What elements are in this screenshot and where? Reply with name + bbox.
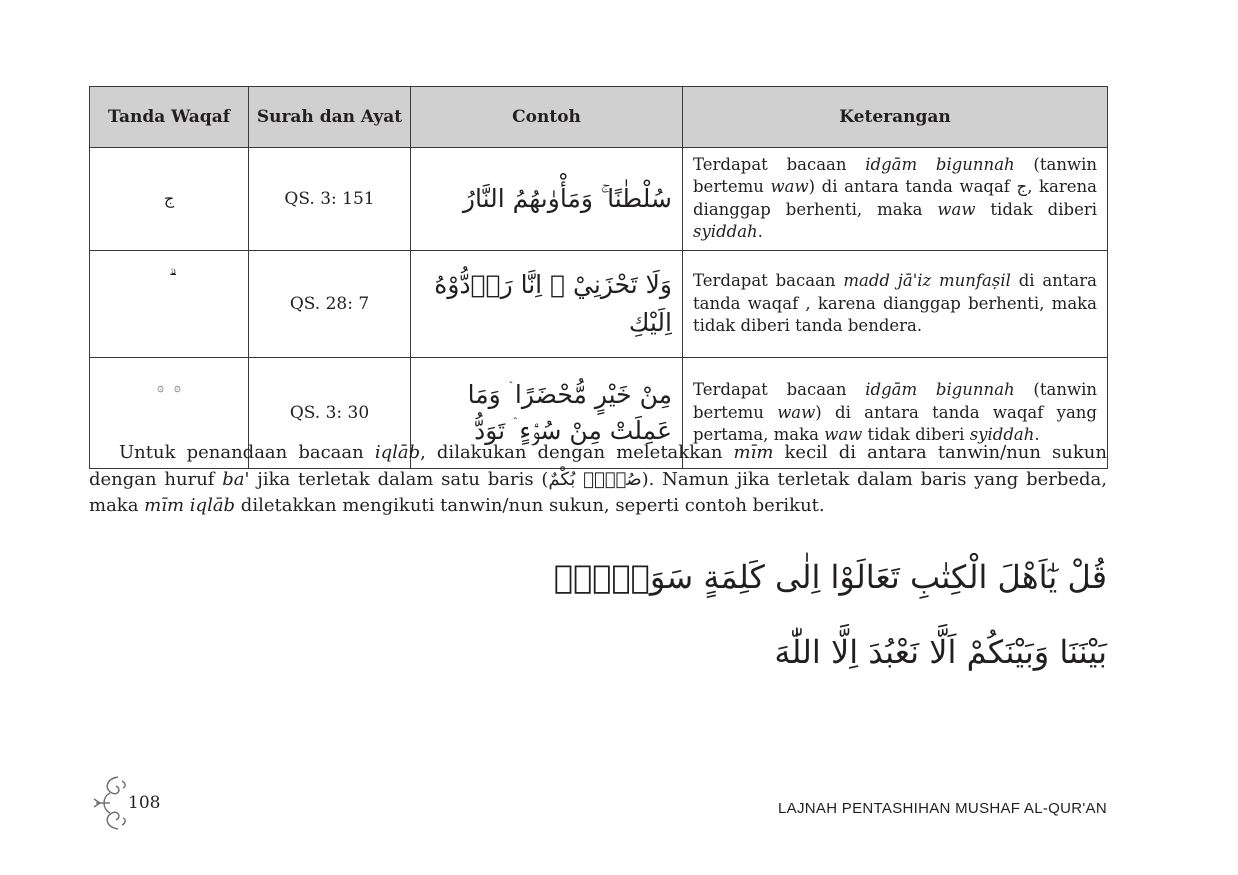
ornament-icon — [88, 773, 130, 833]
iqlab-paragraph: Untuk penandaan bacaan iqlāb, dilakukan dengan meletakkan mīm kecil di antara tanwin/nun sukun dengan huruf ba' jika terletak dalam satu baris (صُمٌّۢ بُكْمٌ). Namun jika terletak dalam baris yang berbeda, maka mīm iqlāb diletakkan mengikuti tanwin/nun sukun, seperti contoh berikut. — [89, 442, 1107, 517]
note-cell: Terdapat bacaan idgām bigunnah (tanwin bertemu waw) di antara tanda waqaf yang pertama, maka waw tidak diberi syiddah. — [683, 357, 1108, 468]
header-tanda-waqaf: Tanda Waqaf — [90, 87, 249, 148]
arabic-example: وَلَا تَحْزَنِيْ ۚ اِنَّا رَاۤدُّوْهُ اِلَيْكِ — [411, 250, 683, 357]
surah-ref: QS. 28: 7 — [249, 250, 411, 357]
surah-ref: QS. 3: 151 — [249, 148, 411, 251]
header-keterangan: Keterangan — [683, 87, 1108, 148]
header-surah-ayat: Surah dan Ayat — [249, 87, 411, 148]
header-contoh: Contoh — [411, 87, 683, 148]
page-number: 108 — [128, 793, 161, 813]
note-cell: Terdapat bacaan madd jā'iz munfaṣil di antara tanda waqaf , karena dianggap berhenti, maka tidak diberi tanda bendera. — [683, 250, 1108, 357]
arabic-example: سُلْطٰنًا ۚ وَمَأْوٰىهُمُ النَّارُ — [411, 148, 683, 251]
table-header-row — [90, 87, 1108, 148]
note-cell: Terdapat bacaan idgām bigunnah (tanwin bertemu waw) di antara tanda waqaf ج, karena dianggap berhenti, maka waw tidak diberi syiddah. — [683, 148, 1108, 251]
waqaf-table — [89, 86, 1108, 469]
quran-example-line-2: بَيْنَنَا وَبَيْنَكُمْ اَلَّا نَعْبُدَ اِلَّا اللّٰهَ — [774, 633, 1107, 671]
table-row — [90, 148, 1108, 251]
waqaf-sign — [90, 250, 249, 357]
waqaf-sign: ج — [90, 148, 249, 251]
surah-ref: QS. 3: 30 — [249, 357, 411, 468]
table-row — [90, 250, 1108, 357]
running-footer-title: LAJNAH PENTASHIHAN MUSHAF AL-QUR'AN — [778, 800, 1107, 817]
waqaf-sign: ۞ ۞ — [90, 357, 249, 468]
quran-example-line-1: قُلْ يٰٓاَهْلَ الْكِتٰبِ تَعَالَوْا اِلٰى كَلِمَةٍ سَوَاۤءٍۢ — [553, 558, 1107, 596]
arabic-example: مِنْ خَيْرٍ مُّحْضَرًا ۛ وَمَا عَمِلَتْ مِنْ سُوْۤءٍ ۛ تَوَدُّ — [411, 357, 683, 468]
